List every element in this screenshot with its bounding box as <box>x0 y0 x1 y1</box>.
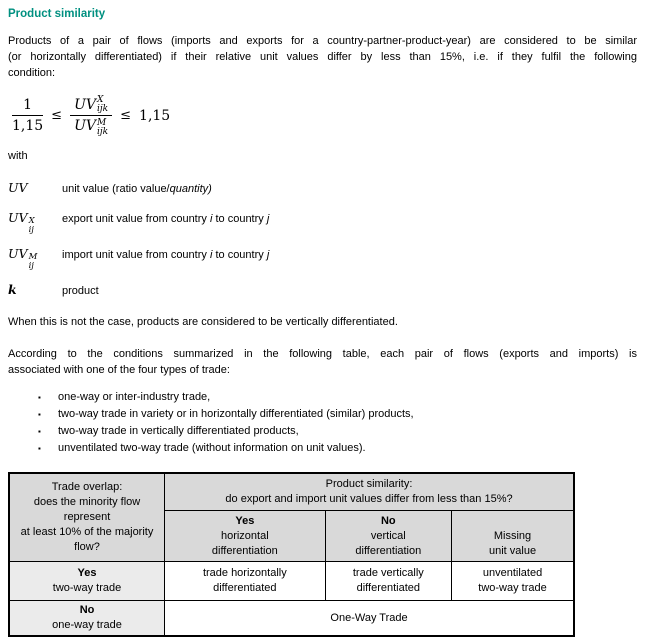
column-header-missing <box>452 511 574 562</box>
according-line-2: associated with one of the four types of trade: <box>8 364 230 376</box>
page-title: Product similarity <box>8 8 106 20</box>
less-equal-sign: ≤ <box>51 108 63 123</box>
cell-one-way-trade: One-Way Trade <box>165 601 574 637</box>
cell-line: differentiated <box>356 582 421 594</box>
square-bullet-icon: ▪ <box>38 393 41 402</box>
row-header-yes-two-way <box>9 562 165 601</box>
header-line: vertical <box>370 529 406 542</box>
script-stack: X ij <box>28 216 35 235</box>
less-equal-sign: ≤ <box>120 108 132 123</box>
list-item-text: unventilated two-way trade (without information on unit values). <box>58 442 366 454</box>
import-unit-value-term: UV M ijk <box>74 118 109 137</box>
row-header-line: two-way trade <box>52 582 122 594</box>
definition-term: UV X ij <box>8 210 35 235</box>
square-bullet-icon: ▪ <box>38 410 41 419</box>
header-line: does the minority flow represent <box>33 496 141 523</box>
header-line: at least 10% of the majority <box>20 526 154 538</box>
upper-bound-value: 1,15 <box>139 107 171 124</box>
vertical-differentiation-paragraph: When this is not the case, products are considered to be vertically differentiated. <box>8 316 398 328</box>
fraction-denominator: 1,15 <box>12 118 44 134</box>
header-bold-line: Yes <box>235 514 255 527</box>
intro-line-3: condition: <box>8 67 56 79</box>
square-bullet-icon: ▪ <box>38 427 41 436</box>
trade-types-table <box>8 472 575 637</box>
cell-line: two-way trade <box>478 582 547 594</box>
definition-term: UV <box>8 180 28 195</box>
definition-text: export unit value from country i to country j <box>62 213 270 225</box>
trade-overlap-header-cell <box>9 473 165 562</box>
list-item <box>8 423 637 440</box>
cell-unventilated-two-way <box>452 562 574 601</box>
list-item-text: one-way or inter-industry trade, <box>58 391 211 403</box>
fraction-lower-bound <box>12 97 43 134</box>
definition-import-uv <box>8 246 637 269</box>
header-line: Trade overlap: <box>51 481 123 493</box>
script-stack: X ijk <box>97 95 109 114</box>
row-header-no-one-way <box>9 601 165 637</box>
cell-horizontally-differentiated <box>165 562 326 601</box>
product-similarity-header-cell <box>165 473 574 511</box>
square-bullet-icon: ▪ <box>38 444 41 453</box>
according-line-1: According to the conditions summarized in the following table, each pair of flows (exports and imports) is <box>8 348 637 360</box>
intro-paragraph <box>8 33 637 81</box>
header-line: do export and import unit values differ from less than 15%? <box>225 493 513 505</box>
script-stack: M ij <box>28 252 38 271</box>
trade-types-list <box>8 389 637 457</box>
export-unit-value-term: UV X ijk <box>70 95 112 116</box>
row-header-line: one-way trade <box>52 619 122 631</box>
list-item <box>8 406 637 423</box>
header-bold-line: No <box>380 514 396 527</box>
definition-text: product <box>62 285 99 297</box>
script-stack: M ijk <box>97 118 109 137</box>
row-header-bold-line: Yes <box>77 567 97 579</box>
header-bold-line <box>454 514 571 529</box>
list-item <box>8 440 637 457</box>
intro-line-2: (or horizontally differentiated) if their relative unit values differ by less than 15%, i.e. if they fulfil the following <box>8 51 637 63</box>
with-label: with <box>8 150 28 162</box>
column-header-no <box>325 511 451 562</box>
header-line: unit value <box>488 544 537 557</box>
list-item-text: two-way trade in variety or in horizontally differentiated (similar) products, <box>58 408 414 420</box>
according-paragraph <box>8 346 637 378</box>
fraction-unit-values <box>70 95 112 136</box>
cell-line: trade horizontally <box>202 567 287 579</box>
definition-term: k <box>8 282 17 297</box>
definition-text: import unit value from country i to country j <box>62 249 270 261</box>
column-header-yes <box>165 511 326 562</box>
header-line: Product similarity: <box>325 478 413 490</box>
definition-product <box>8 282 637 299</box>
cell-line: differentiated <box>213 582 277 594</box>
definition-export-uv <box>8 210 637 233</box>
definition-uv <box>8 180 637 197</box>
list-item-text: two-way trade in vertically differentiated products, <box>58 425 299 437</box>
cell-line: trade vertically <box>352 567 424 579</box>
row-header-bold-line: No <box>79 604 95 616</box>
intro-line-1: Products of a pair of flows (imports and exports for a country-partner-product-year) are considered to be similar <box>8 35 637 47</box>
header-line: Missing <box>493 529 532 542</box>
header-line: horizontal <box>220 529 269 542</box>
definition-term: UV M ij <box>8 246 38 271</box>
definitions-list <box>8 180 637 299</box>
header-line: differentiation <box>211 544 278 557</box>
list-item <box>8 389 637 406</box>
cell-line: unventilated <box>482 567 543 579</box>
header-line: differentiation <box>355 544 422 557</box>
cell-vertically-differentiated <box>325 562 451 601</box>
definition-text: unit value (ratio value/quantity) <box>62 183 212 195</box>
header-line: flow? <box>74 541 100 553</box>
fraction-numerator: 1 <box>12 97 43 116</box>
similarity-condition-formula <box>12 95 637 136</box>
